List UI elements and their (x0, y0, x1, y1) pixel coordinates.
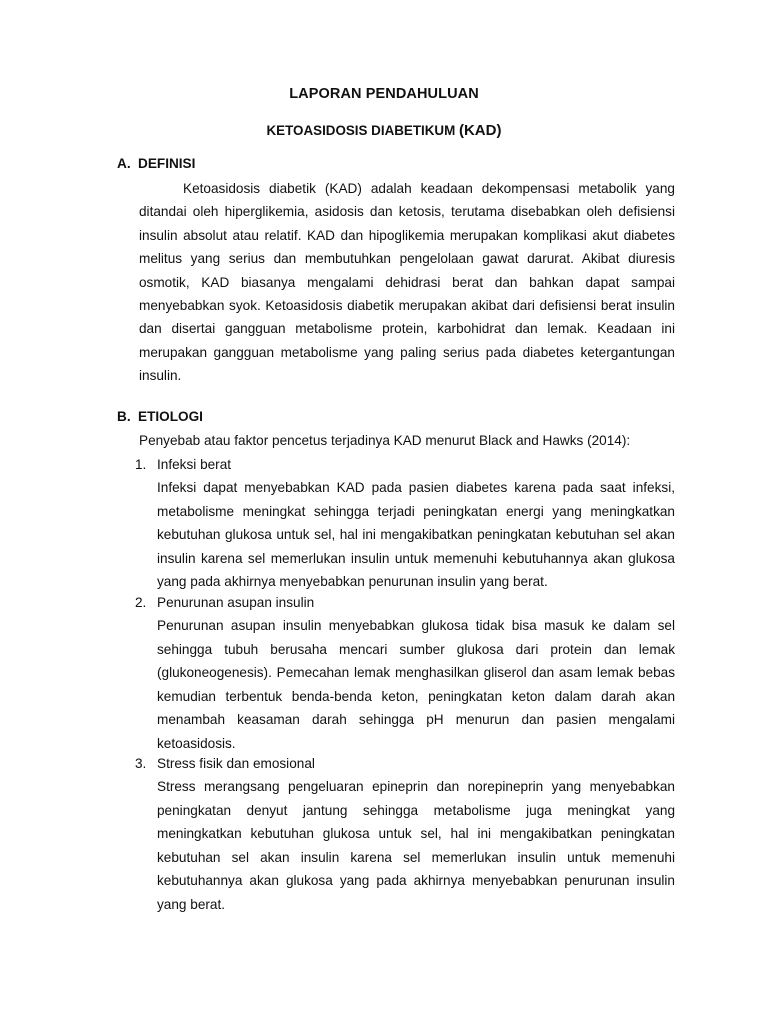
list-item-heading (135, 595, 314, 610)
definition-paragraph: Ketoasidosis diabetik (KAD) adalah keadaan dekompensasi metabolik yang ditandai oleh hiperglikemia, asidosis dan ketosis, terutama disebabkan oleh defisiensi insulin absolut atau relatif. KAD dan hipoglikemia merupakan komplikasi akut diabetes melitus yang serius dan membutuhkan pengelolaan gawat darurat. Akibat diuresis osmotik, KAD biasanya mengalami dehidrasi berat dan bahkan dapat sampai menyebabkan syok. Ketoasidosis diabetik merupakan akibat dari defisiensi berat insulin dan disertai gangguan metabolisme protein, karbohidrat dan lemak. Keadaan ini merupakan gangguan metabolisme yang paling serius pada diabetes ketergantungan insulin. (139, 181, 675, 384)
subtitle-main: KETOASIDOSIS DIABETIKUM (266, 123, 459, 138)
list-item-number: 3. (135, 756, 147, 771)
list-item-title: Infeksi berat (157, 457, 232, 472)
section-a-title: DEFINISI (138, 156, 196, 171)
document-title: LAPORAN PENDAHULUAN (289, 86, 479, 102)
section-a-heading (117, 156, 195, 171)
list-item-body: Stress merangsang pengeluaran epineprin dan norepineprin yang menyebabkan peningkatan denyut jantung sehingga metabolisme juga meningkat yang meningkatkan kebutuhan glukosa untuk sel, hal ini mengakibatkan peningkatan kebutuhan sel akan insulin karena sel memerlukan insulin untuk memenuhi kebutuhannya akan glukosa yang pada akhirnya menyebabkan penurunan insulin yang berat. (157, 779, 675, 912)
list-item-number: 2. (135, 595, 147, 610)
list-item-heading (135, 457, 231, 472)
list-item-number: 1. (135, 457, 147, 472)
document-subtitle (0, 122, 768, 139)
subtitle-abbreviation: (KAD) (458, 122, 502, 139)
section-b-letter: B. (117, 409, 131, 424)
list-item-title: Penurunan asupan insulin (157, 595, 315, 610)
list-item-heading (135, 756, 315, 771)
section-b-title: ETIOLOGI (138, 409, 203, 424)
list-item-title: Stress fisik dan emosional (157, 756, 315, 771)
etiology-intro: Penyebab atau faktor pencetus terjadinya KAD menurut Black and Hawks (2014): (139, 433, 631, 448)
list-item-body: Infeksi dapat menyebabkan KAD pada pasien diabetes karena pada saat infeksi, metabolisme meningkat sehingga terjadi peningkatan energi yang meningkatkan kebutuhan glukosa untuk sel, hal ini mengakibatkan peningkatan kebutuhan sel akan insulin karena sel memerlukan insulin untuk memenuhi kebutuhannya akan glukosa yang pada akhirnya menyebabkan penurunan insulin yang berat. (157, 480, 675, 590)
section-a-letter: A. (117, 156, 131, 171)
section-b-heading (117, 409, 203, 424)
list-item-body: Penurunan asupan insulin menyebabkan glukosa tidak bisa masuk ke dalam sel sehingga tubuh berusaha mencari sumber glukosa dari protein dan lemak (glukoneogenesis). Pemecahan lemak menghasilkan gliserol dan asam lemak bebas kemudian terbentuk benda-benda keton, peningkatan keton dalam darah akan menambah keasaman darah sehingga pH menurun dan pasien mengalami ketoasidosis. (157, 618, 675, 751)
